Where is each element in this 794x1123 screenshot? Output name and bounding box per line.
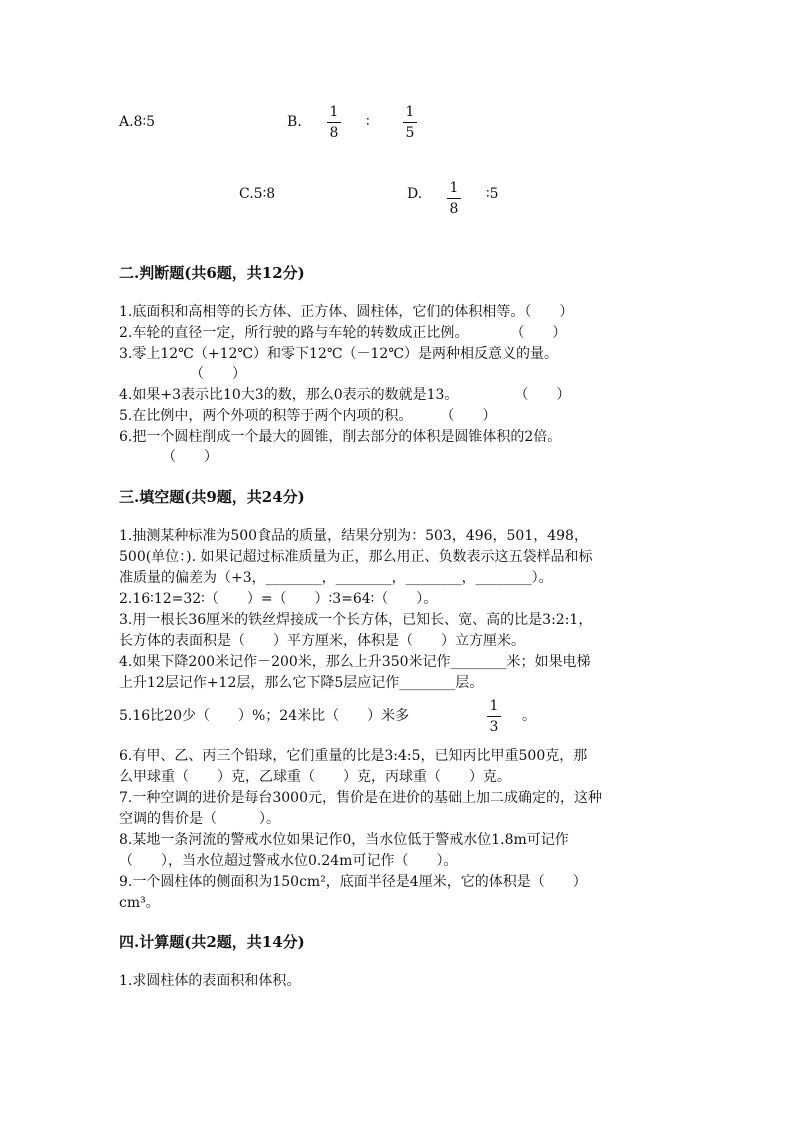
fill-q9-line1: 9.一个圆柱体的侧面积为150cm²，底面半径是4厘米，它的体积是（ ） bbox=[119, 874, 587, 890]
calc-q1: 1.求圆柱体的表面积和体积。 bbox=[119, 973, 301, 989]
fraction-numerator: 1 bbox=[329, 104, 339, 120]
judge-q6-line1: 6.把一个圆柱削成一个最大的圆锥，削去部分的体积是圆锥体积的2倍。 bbox=[119, 429, 562, 445]
section-3-title: 三.填空题(共9题，共24分) bbox=[119, 488, 305, 506]
option-d-fraction bbox=[447, 180, 461, 217]
judge-q5: 5.在比例中，两个外项的积等于两个内项的积。 （ ） bbox=[119, 408, 497, 424]
fill-q5-text: 5.16比20少（ ）%；24米比（ ）米多 bbox=[119, 708, 410, 724]
fraction-numerator: 1 bbox=[405, 104, 415, 120]
judge-q6-blank: （ ） bbox=[162, 449, 218, 465]
fraction-bar bbox=[403, 122, 417, 123]
fill-q4-line1: 4.如果下降200米记作－200米，那么上升350米记作________米；如果电梯 bbox=[119, 654, 591, 670]
fill-q1-line1: 1.抽测某种标准为500食品的质量，结果分别为：503，496，501，498， bbox=[119, 528, 588, 544]
judge-q4: 4.如果+3表示比10大3的数，那么0表示的数就是13。 （ ） bbox=[119, 387, 571, 403]
fill-q1-line2: 500(单位：). 如果记超过标准质量为正，那么用正、负数表示这五袋样品和标 bbox=[119, 549, 593, 565]
fill-q7-line2: 空调的售价是（ ）。 bbox=[119, 811, 280, 827]
fraction-numerator: 1 bbox=[489, 698, 499, 714]
fill-q8-line2: （ ），当水位超过警戒水位0.24m可记作（ ）。 bbox=[119, 853, 458, 869]
option-d-label: D. bbox=[407, 186, 423, 202]
section-2-title: 二.判断题(共6题，共12分) bbox=[119, 264, 305, 282]
fraction-bar bbox=[487, 716, 501, 717]
fill-q8-line1: 8.某地一条河流的警戒水位如果记作0，当水位低于警戒水位1.8m可记作 bbox=[119, 832, 569, 848]
option-b-separator: ∶ bbox=[366, 114, 370, 130]
fill-q7-line1: 7.一种空调的进价是每台3000元，售价是在进价的基础上加二成确定的，这种 bbox=[119, 790, 602, 806]
fill-q5-tail: 。 bbox=[522, 708, 536, 724]
fill-q2: 2.16∶12=32∶（ ）=（ ）∶3=64∶（ ）。 bbox=[119, 591, 438, 607]
section-4-title: 四.计算题(共2题，共14分) bbox=[119, 933, 305, 951]
fill-q1-line3: 准质量的偏差为（+3，________，________，________，________）。 bbox=[119, 570, 553, 586]
fill-q9-line2: cm³。 bbox=[119, 895, 160, 911]
option-b-label: B. bbox=[287, 114, 302, 130]
option-b-fraction-2 bbox=[403, 104, 417, 141]
judge-q3-line1: 3.零上12℃（+12℃）和零下12℃（－12℃）是两种相反意义的量。 bbox=[119, 346, 558, 362]
fraction-denominator: 5 bbox=[405, 125, 415, 141]
fill-q4-line2: 上升12层记作+12层，那么它下降5层应记作________层。 bbox=[119, 675, 484, 691]
fill-q6-line1: 6.有甲、乙、丙三个铅球，它们重量的比是3:4:5，已知丙比甲重500克，那 bbox=[119, 748, 588, 764]
judge-q3-blank: （ ） bbox=[190, 366, 246, 382]
judge-q1: 1.底面积和高相等的长方体、正方体、圆柱体，它们的体积相等。（ ） bbox=[119, 304, 574, 320]
fraction-numerator: 1 bbox=[449, 180, 459, 196]
fill-q5-fraction bbox=[487, 698, 501, 735]
judge-q2: 2.车轮的直径一定，所行驶的路与车轮的转数成正比例。 （ ） bbox=[119, 325, 567, 341]
option-b-fraction-1 bbox=[327, 104, 341, 141]
option-d-tail: ∶5 bbox=[486, 186, 499, 202]
fraction-bar bbox=[327, 122, 341, 123]
option-a: A.8∶5 bbox=[119, 114, 156, 130]
option-c: C.5∶8 bbox=[239, 186, 276, 202]
fill-q6-line2: 么甲球重（ ）克，乙球重（ ）克，丙球重（ ）克。 bbox=[119, 769, 511, 785]
fill-q3-line2: 长方体的表面积是（ ）平方厘米，体积是（ ）立方厘米。 bbox=[119, 633, 525, 649]
fill-q3-line1: 3.用一根长36厘米的铁丝焊接成一个长方体，已知长、宽、高的比是3:2:1， bbox=[119, 612, 593, 628]
fraction-bar bbox=[447, 198, 461, 199]
fraction-denominator: 8 bbox=[449, 201, 459, 217]
fraction-denominator: 8 bbox=[329, 125, 339, 141]
fraction-denominator: 3 bbox=[489, 719, 499, 735]
